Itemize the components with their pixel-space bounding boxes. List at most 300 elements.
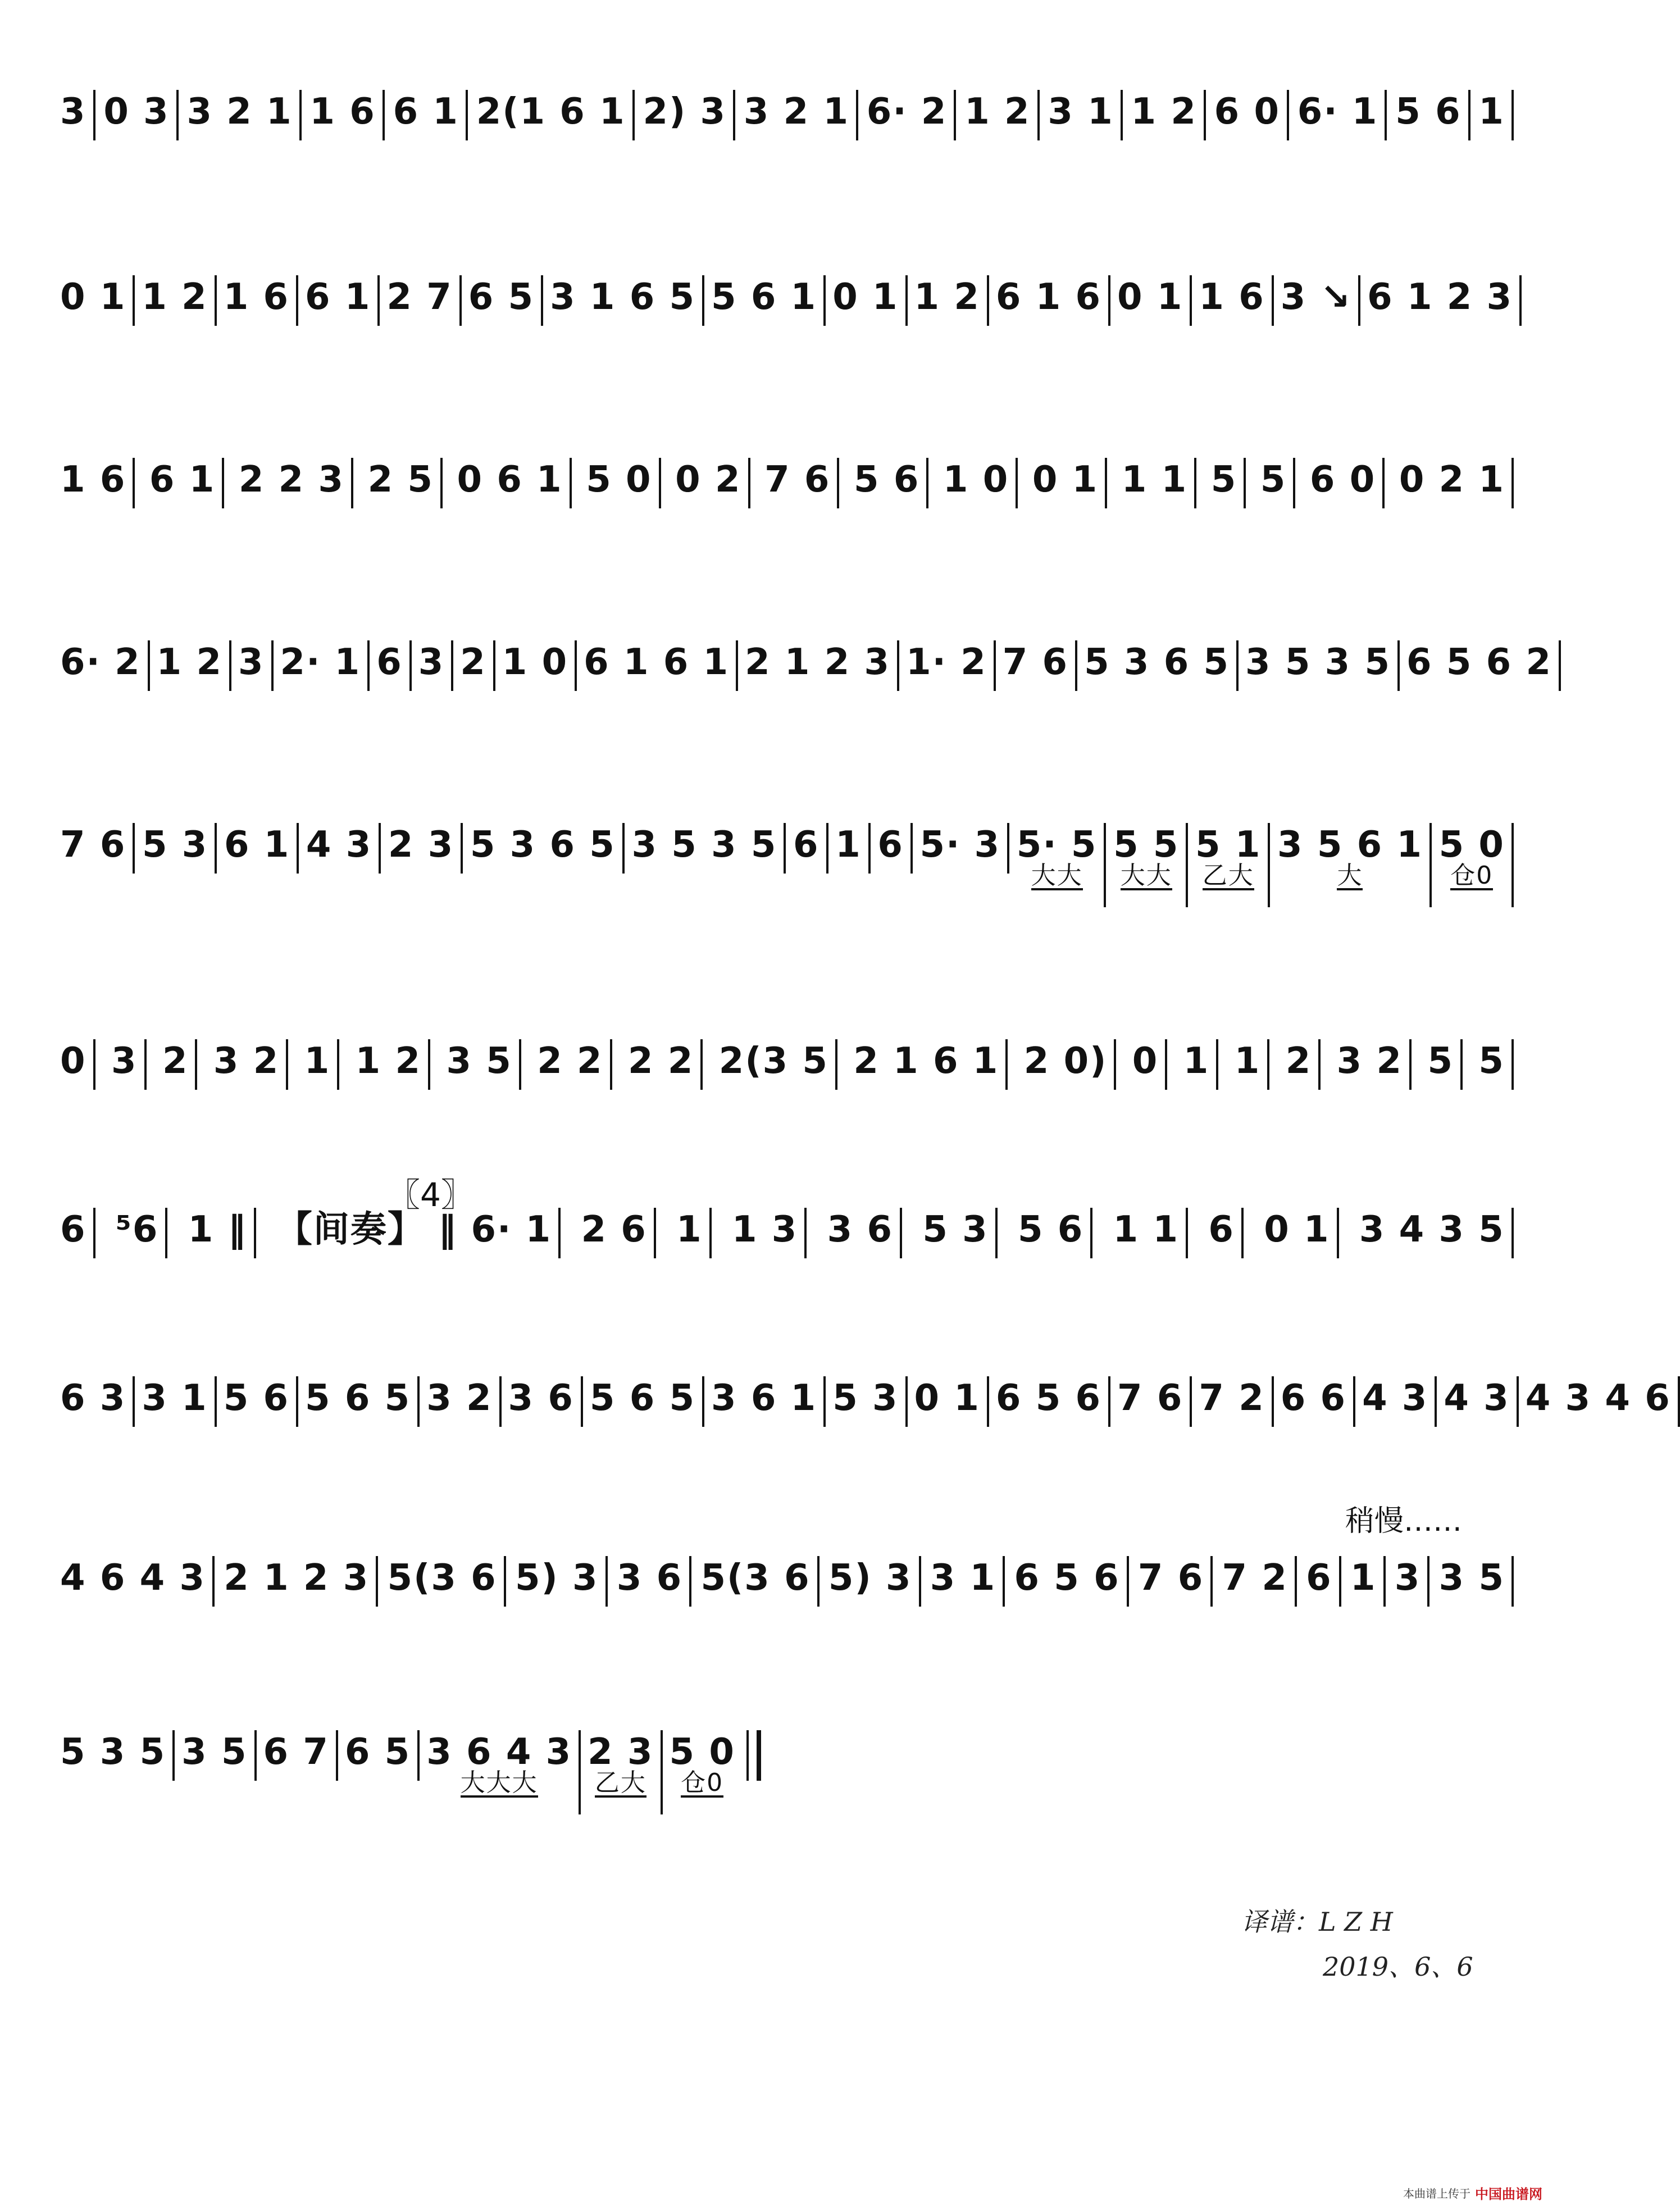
measure bbox=[274, 640, 370, 691]
measure-notes: 2 bbox=[460, 642, 486, 683]
measure-notes: 3 5 3 5 bbox=[1245, 642, 1391, 683]
measure-notes: 3 5 6 1 bbox=[1277, 824, 1423, 866]
measure-notes: 1 1 bbox=[1113, 1209, 1179, 1250]
measure bbox=[738, 640, 899, 691]
measure-notes: 3 bbox=[60, 91, 86, 133]
measure bbox=[1400, 640, 1561, 691]
percussion-syllable: 大大 bbox=[1031, 861, 1083, 890]
measure-notes: 4 3 bbox=[306, 824, 372, 866]
measure-notes: 2 6 bbox=[581, 1209, 647, 1250]
measure bbox=[871, 823, 913, 874]
measure-notes: 0 1 bbox=[914, 1377, 980, 1419]
measure bbox=[217, 275, 298, 326]
measure-notes: 0 3 bbox=[103, 91, 170, 133]
measure bbox=[1257, 1208, 1338, 1258]
measure bbox=[846, 1039, 1008, 1090]
percussion-syllable: 仓0 bbox=[1450, 861, 1494, 890]
measure bbox=[1011, 1208, 1092, 1258]
measure bbox=[1299, 1556, 1341, 1607]
measure bbox=[1124, 90, 1206, 140]
measure bbox=[725, 1208, 807, 1258]
measure-notes: 3 1 bbox=[1048, 91, 1114, 133]
measure-notes: 5 bbox=[1210, 459, 1237, 501]
measure-notes: 6 bbox=[1306, 1557, 1332, 1599]
measure bbox=[913, 823, 1010, 874]
measure-notes: 5 0 bbox=[669, 1731, 735, 1773]
measure-notes: 5(3 6 bbox=[700, 1557, 811, 1599]
measure-notes: 3 1 6 5 bbox=[550, 276, 696, 318]
staff-row bbox=[53, 458, 1514, 508]
staff-row bbox=[53, 1208, 1514, 1258]
measure-notes: 2 1 2 3 bbox=[224, 1557, 370, 1599]
measure-notes: 3 5 bbox=[1438, 1557, 1505, 1599]
measure bbox=[1274, 275, 1360, 326]
measure-notes: 2(1 6 1 bbox=[476, 91, 626, 133]
measure-notes: 7 6 bbox=[1002, 642, 1069, 683]
measure-notes: 6 1 bbox=[224, 824, 290, 866]
measure bbox=[53, 823, 135, 874]
measure-notes: 7 6 bbox=[1137, 1557, 1204, 1599]
measure-notes: 3 6 4 3 bbox=[426, 1731, 572, 1773]
measure-notes: 1 bbox=[676, 1209, 703, 1250]
measure-notes: 2) 3 bbox=[643, 91, 727, 133]
measure bbox=[370, 640, 412, 691]
measure-notes: 1 2 bbox=[142, 276, 208, 318]
measure bbox=[610, 1556, 691, 1607]
measure bbox=[1519, 1376, 1680, 1427]
measure-notes: 5 bbox=[1427, 1040, 1454, 1082]
measure bbox=[668, 458, 750, 508]
percussion-syllable: 大大 bbox=[1120, 861, 1172, 890]
measure-notes: 2 5 bbox=[367, 459, 434, 501]
measure bbox=[663, 1730, 742, 1814]
measure bbox=[1472, 1039, 1514, 1090]
measure-notes: 4 3 bbox=[1444, 1377, 1510, 1419]
measure-notes: 2 3 bbox=[388, 824, 454, 866]
measure-notes: 0 6 1 bbox=[457, 459, 563, 501]
measure bbox=[577, 640, 738, 691]
measure bbox=[1388, 90, 1470, 140]
measure-notes: 5· 5 bbox=[1016, 824, 1098, 866]
measure-notes: 6 5 bbox=[468, 276, 535, 318]
measure bbox=[1291, 90, 1387, 140]
measure bbox=[574, 1208, 655, 1258]
measure bbox=[299, 823, 381, 874]
measure-notes: 2 1 6 1 bbox=[853, 1040, 999, 1082]
measure-notes: ⁵6 bbox=[115, 1209, 159, 1250]
measure bbox=[143, 458, 224, 508]
measure bbox=[1344, 1556, 1386, 1607]
measure bbox=[786, 823, 828, 874]
measure-notes: 2 1 2 3 bbox=[745, 642, 891, 683]
measure-notes: 0 1 bbox=[1032, 459, 1099, 501]
measure-notes: 4 3 bbox=[1362, 1377, 1428, 1419]
measure-notes: 0 2 bbox=[675, 459, 741, 501]
measure bbox=[361, 458, 443, 508]
measure bbox=[625, 823, 786, 874]
measure bbox=[1077, 640, 1239, 691]
measure-notes: 6 bbox=[877, 824, 904, 866]
measure bbox=[53, 90, 95, 140]
measure-notes: 5 3 bbox=[832, 1377, 899, 1419]
measure-notes: 6 0 bbox=[1309, 459, 1376, 501]
measure bbox=[298, 1376, 420, 1427]
measure bbox=[502, 1376, 583, 1427]
measure-notes: 6 1 6 1 bbox=[584, 642, 730, 683]
footer-text: 本曲谱上传于 bbox=[1403, 2187, 1470, 2200]
measure bbox=[135, 275, 216, 326]
measure-notes: 3 bbox=[111, 1040, 138, 1082]
measure bbox=[257, 1730, 338, 1781]
percussion-syllable: 大 bbox=[1337, 861, 1363, 890]
measure bbox=[470, 90, 635, 140]
measure bbox=[899, 640, 996, 691]
measure-notes: 1 2 bbox=[1131, 91, 1197, 133]
measure-notes: 6 6 bbox=[1280, 1377, 1347, 1419]
measure bbox=[1239, 640, 1400, 691]
measure-notes: 5 bbox=[1260, 459, 1287, 501]
measure bbox=[1254, 458, 1296, 508]
measure bbox=[298, 1039, 340, 1090]
measure bbox=[1041, 90, 1122, 140]
measure bbox=[150, 640, 231, 691]
measure bbox=[936, 458, 1018, 508]
measure-notes: 5 0 bbox=[586, 459, 652, 501]
measure bbox=[583, 1376, 704, 1427]
measure bbox=[303, 90, 384, 140]
measure-notes: 3 bbox=[1394, 1557, 1421, 1599]
measure-notes: 5· 3 bbox=[919, 824, 1001, 866]
measure bbox=[1204, 458, 1246, 508]
measure-notes: 1 0 bbox=[502, 642, 568, 683]
measure bbox=[1432, 823, 1514, 907]
measure bbox=[462, 275, 543, 326]
measure-notes: 5 0 bbox=[1438, 824, 1505, 866]
measure-notes: 1 6 bbox=[60, 459, 126, 501]
measure-notes: 1 6 bbox=[223, 276, 290, 318]
measure-notes: 1 3 bbox=[731, 1209, 798, 1250]
measure bbox=[420, 1730, 581, 1814]
measure bbox=[217, 1376, 298, 1427]
measure bbox=[1201, 1208, 1244, 1258]
measure bbox=[1228, 1039, 1270, 1090]
measure-notes: 2 0) bbox=[1023, 1040, 1108, 1082]
measure bbox=[53, 1556, 215, 1607]
measure bbox=[923, 1556, 1005, 1607]
measure bbox=[217, 823, 299, 874]
measure-notes: 6· 1 bbox=[1297, 91, 1378, 133]
measure-notes: 3 2 1 bbox=[186, 91, 293, 133]
measure-notes: 0 1 bbox=[832, 276, 899, 318]
measure-notes: 4 6 4 3 bbox=[60, 1557, 206, 1599]
measure-notes: 6 bbox=[60, 1209, 86, 1250]
measure bbox=[1110, 275, 1192, 326]
measure bbox=[1115, 458, 1196, 508]
measure bbox=[828, 823, 871, 874]
measure bbox=[1177, 1039, 1219, 1090]
measure bbox=[232, 458, 353, 508]
measure-notes: 1 2 bbox=[914, 276, 980, 318]
measure-notes: 5 6 bbox=[1017, 1209, 1084, 1250]
staff-row bbox=[53, 1039, 1514, 1090]
measure-notes: 7 6 bbox=[1117, 1377, 1183, 1419]
percussion-syllable: 大大大 bbox=[460, 1768, 538, 1797]
measure bbox=[298, 275, 380, 326]
measure-notes: 3 2 bbox=[1336, 1040, 1403, 1082]
site-logo: 中国曲谱网 bbox=[1475, 2186, 1542, 2202]
measure-notes: 1 bbox=[304, 1040, 331, 1082]
measure bbox=[543, 275, 704, 326]
measure bbox=[1432, 1556, 1514, 1607]
percussion-syllable: 乙大 bbox=[1202, 861, 1254, 890]
measure bbox=[53, 458, 135, 508]
measure-notes: 2(3 5 bbox=[718, 1040, 828, 1082]
measure bbox=[989, 275, 1110, 326]
transcription-date: 2019、6、6 bbox=[1323, 1952, 1473, 1982]
staff-row bbox=[53, 1730, 761, 1814]
measure bbox=[758, 458, 839, 508]
measure-notes: 6 1 2 3 bbox=[1367, 276, 1513, 318]
measure-notes: 6 1 6 bbox=[995, 276, 1102, 318]
transcriber-credit: 译谱：L Z H bbox=[1241, 1907, 1393, 1937]
measure-notes: 0 1 bbox=[1264, 1209, 1330, 1250]
measure bbox=[530, 1039, 612, 1090]
measure bbox=[453, 640, 495, 691]
measure bbox=[704, 1376, 826, 1427]
measure bbox=[1360, 275, 1522, 326]
measure-notes: 6 5 bbox=[344, 1731, 411, 1773]
measure-notes: 6 1 bbox=[149, 459, 216, 501]
measure bbox=[1388, 1556, 1430, 1607]
measure bbox=[579, 458, 661, 508]
measure bbox=[231, 640, 274, 691]
measure bbox=[1189, 823, 1270, 907]
measure-notes: 7 2 bbox=[1222, 1557, 1288, 1599]
measure-notes: 0 bbox=[1132, 1040, 1159, 1082]
measure-notes: 6· 2 bbox=[60, 642, 141, 683]
measure-notes: 6 bbox=[793, 824, 819, 866]
measure-notes: 6 7 bbox=[263, 1731, 329, 1773]
measure-notes: 1 0 bbox=[943, 459, 1009, 501]
measure-notes: 5 bbox=[1478, 1040, 1505, 1082]
measure-notes: 5 6 bbox=[223, 1377, 290, 1419]
measure bbox=[581, 1730, 662, 1814]
measure bbox=[1330, 1039, 1412, 1090]
measure bbox=[621, 1039, 703, 1090]
measure-notes: 3 bbox=[418, 642, 445, 683]
measure-notes: 1 ‖ bbox=[188, 1209, 247, 1250]
measure bbox=[1274, 1376, 1355, 1427]
measure bbox=[1192, 1376, 1273, 1427]
measure-notes: 3 5 bbox=[446, 1040, 512, 1082]
measure-notes: 5 6 5 bbox=[305, 1377, 411, 1419]
section-marker: 〖4〗 bbox=[388, 1176, 474, 1214]
measure-notes: 3 bbox=[238, 642, 265, 683]
measure-notes: 1 bbox=[1183, 1040, 1210, 1082]
measure-notes: 5 3 bbox=[922, 1209, 989, 1250]
measure bbox=[380, 275, 461, 326]
measure bbox=[1007, 1556, 1128, 1607]
measure bbox=[135, 823, 217, 874]
measure-notes: 3 4 3 5 bbox=[1359, 1209, 1505, 1250]
measure bbox=[1421, 1039, 1463, 1090]
measure bbox=[958, 90, 1039, 140]
measure-notes: 0 2 1 bbox=[1399, 459, 1505, 501]
measure-notes: 3 6 bbox=[827, 1209, 893, 1250]
measure-notes: 6 bbox=[1208, 1209, 1235, 1250]
measure bbox=[109, 1208, 168, 1258]
measure-notes: 5 3 6 5 bbox=[470, 824, 616, 866]
measure bbox=[53, 640, 150, 691]
measure bbox=[1437, 1376, 1518, 1427]
measure-notes: 1 2 bbox=[964, 91, 1031, 133]
measure-notes: 2 2 bbox=[628, 1040, 694, 1082]
measure-notes: 0 1 bbox=[60, 276, 126, 318]
measure bbox=[412, 640, 454, 691]
measure bbox=[349, 1039, 430, 1090]
measure-notes: 1 bbox=[1350, 1557, 1377, 1599]
measure-notes: 6 5 6 2 bbox=[1406, 642, 1552, 683]
measure bbox=[97, 90, 178, 140]
measure bbox=[1010, 823, 1107, 907]
measure bbox=[53, 1039, 95, 1090]
measure-notes: 6· 2 bbox=[866, 91, 948, 133]
measure-notes: 3 ↘ bbox=[1280, 276, 1352, 318]
measure bbox=[996, 640, 1077, 691]
measure bbox=[104, 1039, 147, 1090]
measure-notes: 7 6 bbox=[60, 824, 126, 866]
measure bbox=[670, 1208, 712, 1258]
measure-notes: 3 5 bbox=[181, 1731, 248, 1773]
measure bbox=[1107, 1208, 1188, 1258]
measure bbox=[826, 1376, 907, 1427]
measure-notes: 【间奏】 ‖ 6· 1 bbox=[276, 1209, 552, 1250]
measure-notes: 2· 1 bbox=[280, 642, 361, 683]
staff-row bbox=[53, 275, 1514, 326]
measure-notes: 2 2 bbox=[537, 1040, 603, 1082]
measure bbox=[908, 275, 989, 326]
measure-notes: 1 bbox=[1478, 91, 1505, 133]
measure bbox=[207, 1039, 288, 1090]
measure bbox=[1107, 823, 1188, 907]
measure-notes: 6 5 6 bbox=[1014, 1557, 1120, 1599]
measure-notes: 1 6 bbox=[1199, 276, 1265, 318]
measure bbox=[712, 1039, 837, 1090]
measure bbox=[381, 823, 463, 874]
measure bbox=[175, 1730, 256, 1781]
measure-notes: 1 1 bbox=[1121, 459, 1188, 501]
measure bbox=[1215, 1556, 1297, 1607]
measure bbox=[989, 1376, 1110, 1427]
staff-row bbox=[53, 640, 1552, 691]
measure-notes: 3 5 3 5 bbox=[631, 824, 777, 866]
measure bbox=[450, 458, 572, 508]
measure-notes: 1 6 bbox=[309, 91, 376, 133]
measure bbox=[1026, 458, 1107, 508]
measure bbox=[463, 823, 625, 874]
measure bbox=[1392, 458, 1514, 508]
measure bbox=[1472, 90, 1514, 140]
measure bbox=[439, 1039, 521, 1090]
measure-notes: 0 bbox=[60, 1040, 86, 1082]
measure bbox=[847, 458, 928, 508]
measure-notes: 2 7 bbox=[386, 276, 453, 318]
measure bbox=[1279, 1039, 1321, 1090]
staff-row bbox=[53, 1556, 1514, 1607]
measure-notes: 4 3 4 6 bbox=[1525, 1377, 1671, 1419]
measure-notes: 3 6 bbox=[616, 1557, 683, 1599]
measure-notes: 6 1 bbox=[305, 276, 371, 318]
measure-notes: 5 3 bbox=[142, 824, 208, 866]
measure-notes: 3 6 bbox=[508, 1377, 574, 1419]
measure-notes: 2 2 3 bbox=[238, 459, 344, 501]
measure-notes: 3 2 bbox=[426, 1377, 493, 1419]
measure bbox=[1192, 275, 1273, 326]
measure-notes: 5 3 5 bbox=[60, 1731, 166, 1773]
measure-notes: 3 1 bbox=[930, 1557, 996, 1599]
measure-notes: 5 6 bbox=[854, 459, 920, 501]
percussion-syllable: 仓0 bbox=[681, 1768, 724, 1797]
measure bbox=[53, 1730, 175, 1781]
measure bbox=[822, 1556, 921, 1607]
tempo-marking: 稍慢…… bbox=[1345, 1504, 1463, 1538]
staff-row bbox=[53, 1376, 1671, 1427]
measure bbox=[1303, 458, 1385, 508]
measure bbox=[916, 1208, 997, 1258]
measure bbox=[53, 275, 135, 326]
staff-row bbox=[53, 823, 1514, 907]
measure bbox=[508, 1556, 608, 1607]
measure-notes: 6 bbox=[376, 642, 403, 683]
measure bbox=[338, 1730, 420, 1781]
measure bbox=[381, 1556, 506, 1607]
measure bbox=[53, 1376, 135, 1427]
measure-notes: 6 3 bbox=[60, 1377, 126, 1419]
measure bbox=[821, 1208, 902, 1258]
measure-notes: 2 bbox=[162, 1040, 189, 1082]
measure-notes: 6 5 6 bbox=[995, 1377, 1102, 1419]
measure-notes: 2 3 bbox=[588, 1731, 654, 1773]
measure-notes: 2 bbox=[1285, 1040, 1312, 1082]
measure bbox=[53, 1208, 95, 1258]
measure bbox=[826, 275, 907, 326]
measure bbox=[636, 90, 735, 140]
measure-notes: 1· 2 bbox=[906, 642, 987, 683]
measure-notes: 1 2 bbox=[355, 1040, 421, 1082]
measure bbox=[495, 640, 577, 691]
measure bbox=[737, 90, 858, 140]
measure bbox=[1208, 90, 1289, 140]
measure bbox=[1353, 1208, 1514, 1258]
measure bbox=[180, 90, 301, 140]
measure-notes: 5(3 6 bbox=[387, 1557, 497, 1599]
measure bbox=[181, 1208, 256, 1258]
measure bbox=[694, 1556, 819, 1607]
measure bbox=[1355, 1376, 1437, 1427]
measure-notes: 7 2 bbox=[1199, 1377, 1265, 1419]
staff-row bbox=[53, 90, 1514, 140]
measure-notes: 5) 3 bbox=[828, 1557, 912, 1599]
measure bbox=[420, 1376, 501, 1427]
measure bbox=[135, 1376, 216, 1427]
measure-notes: 0 1 bbox=[1117, 276, 1183, 318]
measure bbox=[386, 90, 468, 140]
measure-notes: 5 5 bbox=[1113, 824, 1180, 866]
measure bbox=[1131, 1556, 1213, 1607]
measure-notes: 5) 3 bbox=[515, 1557, 599, 1599]
measure bbox=[860, 90, 957, 140]
measure-notes: 3 2 1 bbox=[743, 91, 849, 133]
